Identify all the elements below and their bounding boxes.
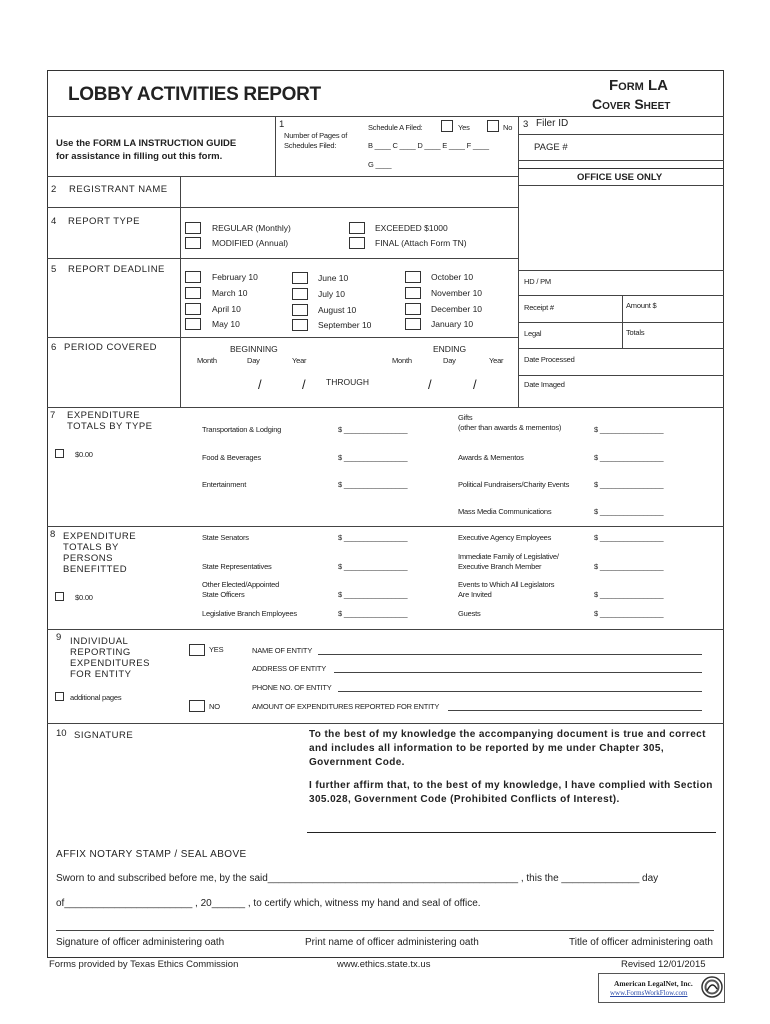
transport-lodging-label: Transportation & Lodging [202, 425, 282, 434]
registrant-name-label: REGISTRANT NAME [69, 184, 168, 195]
affirmation-paragraph-2: I further affirm that, to the best of my knowledge, I have complied with Section 305.028, Government Code (Prohibited Conflicts of Interest). [309, 780, 713, 805]
state-senators-label: State Senators [202, 533, 249, 542]
food-beverage-amount[interactable]: $ ________________ [338, 453, 408, 462]
through-label: THROUGH [326, 377, 369, 387]
begin-year-label: Year [292, 356, 307, 365]
deadline-aug-checkbox[interactable] [292, 304, 308, 316]
section-4-number: 4 [51, 216, 57, 227]
affirmation-paragraph-1: To the best of my knowledge the accompanying document is true and correct and includes all information to be reported by me under Chapter 305, Government Code. [309, 729, 706, 768]
legalnet-name: American LegalNet, Inc. [614, 979, 693, 988]
end-month-label: Month [392, 356, 412, 365]
end-date-slash-2: / [473, 377, 477, 392]
mass-media-amount[interactable]: $ ________________ [594, 507, 664, 516]
political-fundraisers-amount[interactable]: $ ________________ [594, 480, 664, 489]
state-reps-label: State Representatives [202, 562, 272, 571]
officer-signature-line[interactable] [56, 930, 714, 931]
section-3-number: 3 [523, 119, 529, 130]
persons-zero-checkbox[interactable] [55, 592, 64, 601]
final-checkbox[interactable] [349, 237, 365, 249]
schedule-g-line[interactable]: G ____ [368, 160, 392, 169]
begin-date-slash-1: / [258, 377, 262, 392]
filer-id-label: Filer ID [536, 118, 569, 129]
deadline-aug-label: August 10 [318, 305, 357, 315]
individual-label-3: EXPENDITURES [70, 658, 150, 669]
deadline-feb-label: February 10 [212, 272, 258, 282]
other-officers-label-2: State Officers [202, 590, 245, 599]
family-label-2: Executive Branch Member [458, 562, 542, 571]
office-date-processed: Date Processed [524, 355, 575, 364]
officer-print-name-label: Print name of officer administering oath [305, 937, 479, 948]
section-1-number: 1 [279, 119, 285, 130]
persons-label-3: PERSONS [63, 553, 113, 564]
exceeded-1000-label: EXCEEDED $1000 [375, 223, 448, 233]
deadline-jul-label: July 10 [318, 289, 345, 299]
certify-line[interactable]: of_______________________ , 20______ , to certify which, witness my hand and seal of office. [56, 898, 481, 909]
entity-amount-field[interactable] [448, 710, 702, 711]
deadline-jun-label: June 10 [318, 273, 349, 283]
entity-name-field[interactable] [318, 654, 702, 655]
section-8-number: 8 [50, 529, 56, 540]
leg-branch-amount[interactable]: $ ________________ [338, 609, 408, 618]
office-receipt: Receipt # [524, 303, 554, 312]
other-officers-label: Other Elected/Appointed [202, 580, 280, 589]
state-reps-amount[interactable]: $ ________________ [338, 562, 408, 571]
deadline-may-label: May 10 [212, 319, 240, 329]
officer-title-label: Title of officer administering oath [569, 937, 713, 948]
gifts-amount[interactable]: $ ________________ [594, 425, 664, 434]
deadline-nov-checkbox[interactable] [405, 287, 421, 299]
form-number: Form LA [609, 77, 668, 94]
footer-website[interactable]: www.ethics.state.tx.us [337, 959, 431, 970]
state-senators-amount[interactable]: $ ________________ [338, 533, 408, 542]
section-7-number: 7 [50, 410, 56, 421]
schedule-a-yes-checkbox[interactable] [441, 120, 453, 132]
section-5-number: 5 [51, 264, 57, 275]
family-label: Immediate Family of Legislative/ [458, 552, 559, 561]
gifts-sublabel: (other than awards & mementos) [458, 423, 562, 432]
registrant-name-field[interactable] [181, 177, 517, 207]
awards-mementos-amount[interactable]: $ ________________ [594, 453, 664, 462]
footer-revised-date: Revised 12/01/2015 [621, 959, 706, 970]
deadline-dec-label: December 10 [431, 304, 483, 314]
begin-month-label: Month [197, 356, 217, 365]
entertainment-label: Entertainment [202, 480, 247, 489]
period-covered-label: PERIOD COVERED [64, 342, 158, 353]
period-ending-label: ENDING [433, 344, 467, 354]
events-label-2: Are Invited [458, 590, 492, 599]
entity-phone-label: PHONE NO. OF ENTITY [252, 683, 332, 692]
deadline-oct-checkbox[interactable] [405, 271, 421, 283]
deadline-dec-checkbox[interactable] [405, 303, 421, 315]
office-hd-pm: HD / PM [524, 277, 551, 286]
section-10-number: 10 [56, 728, 67, 739]
deadline-feb-checkbox[interactable] [185, 271, 201, 283]
political-fundraisers-label: Political Fundraisers/Charity Events [458, 480, 570, 489]
end-year-label: Year [489, 356, 504, 365]
begin-date-slash-2: / [302, 377, 306, 392]
deadline-mar-label: March 10 [212, 288, 248, 298]
persons-zero-label: $0.00 [75, 593, 93, 602]
type-zero-checkbox[interactable] [55, 449, 64, 458]
guests-amount[interactable]: $ ________________ [594, 609, 664, 618]
additional-pages-label: additional pages [70, 693, 122, 702]
entity-name-label: NAME OF ENTITY [252, 646, 313, 655]
end-date-slash-1: / [428, 377, 432, 392]
leg-branch-label: Legislative Branch Employees [202, 609, 297, 618]
deadline-jan-label: January 10 [431, 319, 474, 329]
exceeded-1000-checkbox[interactable] [349, 222, 365, 234]
regular-monthly-label: REGULAR (Monthly) [212, 223, 291, 233]
awards-mementos-label: Awards & Mementos [458, 453, 524, 462]
schedule-a-no-checkbox[interactable] [487, 120, 499, 132]
deadline-apr-checkbox[interactable] [185, 303, 201, 315]
family-amount[interactable]: $ ________________ [594, 562, 664, 571]
office-amount: Amount $ [626, 301, 657, 310]
exec-agency-label: Executive Agency Employees [458, 533, 552, 542]
page-number-label: PAGE # [534, 142, 568, 153]
other-officers-amount[interactable]: $ ________________ [338, 590, 408, 599]
deadline-jun-checkbox[interactable] [292, 272, 308, 284]
schedule-a-label: Schedule A Filed: [368, 123, 423, 132]
modified-annual-checkbox[interactable] [185, 237, 201, 249]
type-zero-label: $0.00 [75, 450, 93, 459]
pages-label-2: Schedules Filed: [284, 141, 337, 150]
persons-label-1: EXPENDITURE [63, 531, 137, 542]
legalnet-logo-icon [701, 976, 723, 998]
notary-stamp-label: AFFIX NOTARY STAMP / SEAL ABOVE [56, 849, 247, 860]
entertainment-amount[interactable]: $ ________________ [338, 480, 408, 489]
entity-address-field[interactable] [334, 672, 702, 673]
entity-no-label: NO [209, 702, 220, 711]
report-deadline-label: REPORT DEADLINE [68, 264, 165, 275]
mass-media-label: Mass Media Communications [458, 507, 552, 516]
persons-label-2: TOTALS BY [63, 542, 119, 553]
office-use-title: OFFICE USE ONLY [577, 172, 663, 183]
schedule-b-f-line[interactable]: B ____ C ____ D ____ E ____ F ____ [368, 141, 489, 150]
individual-label-4: FOR ENTITY [70, 669, 132, 680]
end-day-label: Day [443, 356, 456, 365]
deadline-sep-checkbox[interactable] [292, 319, 308, 331]
entity-no-checkbox[interactable] [189, 700, 205, 712]
footer-provided-by: Forms provided by Texas Ethics Commission [49, 959, 239, 970]
signature-label: SIGNATURE [74, 730, 134, 741]
deadline-mar-checkbox[interactable] [185, 287, 201, 299]
schedule-a-no-label: No [503, 123, 513, 132]
form-title: LOBBY ACTIVITIES REPORT [68, 84, 321, 105]
modified-annual-label: MODIFIED (Annual) [212, 238, 289, 248]
deadline-apr-label: April 10 [212, 304, 241, 314]
deadline-may-checkbox[interactable] [185, 318, 201, 330]
guests-label: Guests [458, 609, 481, 618]
food-beverage-label: Food & Beverages [202, 453, 261, 462]
section-9-number: 9 [56, 632, 62, 643]
section-6-number: 6 [51, 342, 57, 353]
additional-pages-checkbox[interactable] [55, 692, 64, 701]
entity-amount-label: AMOUNT OF EXPENDITURES REPORTED FOR ENTITY [252, 702, 440, 711]
signature-line[interactable] [307, 832, 716, 833]
office-totals: Totals [626, 328, 645, 337]
expenditure-type-label-1: EXPENDITURE [67, 410, 141, 421]
deadline-oct-label: October 10 [431, 272, 474, 282]
deadline-nov-label: November 10 [431, 288, 483, 298]
deadline-jul-checkbox[interactable] [292, 288, 308, 300]
pages-label: Number of Pages of [284, 131, 348, 140]
legalnet-url[interactable]: www.FormsWorkFlow.com [610, 989, 688, 997]
events-label: Events to Which All Legislators [458, 580, 555, 589]
entity-address-label: ADDRESS OF ENTITY [252, 664, 327, 673]
transport-lodging-amount[interactable]: $ ________________ [338, 425, 408, 434]
schedule-a-yes-label: Yes [458, 123, 470, 132]
entity-phone-field[interactable] [338, 691, 702, 692]
begin-day-label: Day [247, 356, 260, 365]
sworn-line[interactable]: Sworn to and subscribed before me, by the said_____________________________________________ , this the ______________ day [56, 873, 659, 884]
period-beginning-label: BEGINNING [230, 344, 278, 354]
entity-yes-label: YES [209, 645, 224, 654]
regular-monthly-checkbox[interactable] [185, 222, 201, 234]
individual-label-1: INDIVIDUAL [70, 636, 129, 647]
deadline-sep-label: September 10 [318, 320, 372, 330]
expenditure-type-label-2: TOTALS BY TYPE [67, 421, 153, 432]
deadline-jan-checkbox[interactable] [405, 318, 421, 330]
final-label: FINAL (Attach Form TN) [375, 238, 467, 248]
individual-label-2: REPORTING [70, 647, 131, 658]
officer-signature-label: Signature of officer administering oath [56, 937, 225, 948]
gifts-label: Gifts [458, 413, 473, 422]
cover-sheet-label: Cover Sheet [592, 96, 671, 112]
instruction-line-2: for assistance in filling out this form. [56, 151, 223, 162]
persons-label-4: BENEFITTED [63, 564, 128, 575]
exec-agency-amount[interactable]: $ ________________ [594, 533, 664, 542]
entity-yes-checkbox[interactable] [189, 644, 205, 656]
office-date-imaged: Date Imaged [524, 380, 565, 389]
section-2-number: 2 [51, 184, 57, 195]
office-legal: Legal [524, 329, 542, 338]
instruction-line-1: Use the FORM LA INSTRUCTION GUIDE [56, 138, 237, 149]
events-amount[interactable]: $ ________________ [594, 590, 664, 599]
report-type-label: REPORT TYPE [68, 216, 141, 227]
